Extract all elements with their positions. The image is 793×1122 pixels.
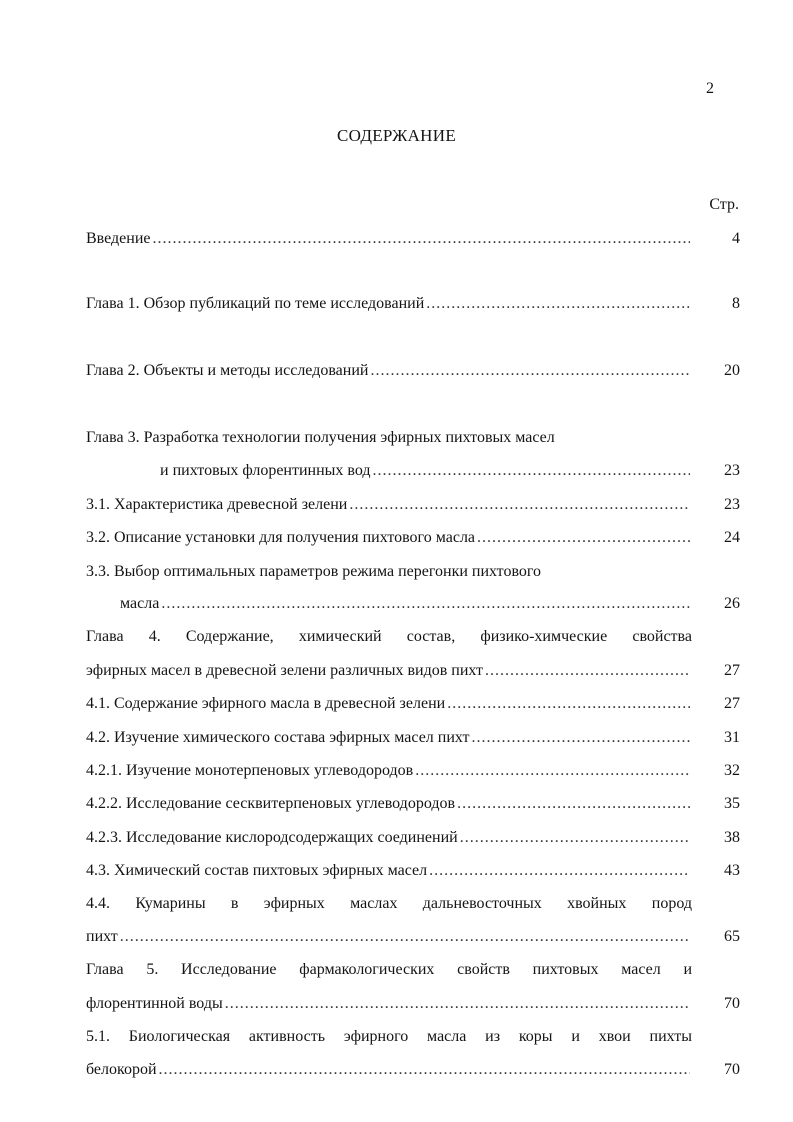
- toc-entry-chapter-1: [86, 292, 740, 316]
- toc-entry-chapter-4-line1: [86, 625, 740, 649]
- toc-entry-text: 3.2. Описание установки для получения пихтового масла: [86, 529, 476, 546]
- toc-entry-3-3-line1: [86, 560, 740, 584]
- toc-entry-4-2-3: [86, 826, 740, 850]
- toc-entry-chapter-3-line2: [160, 459, 740, 483]
- toc-entry-page: 31: [724, 729, 740, 746]
- leader-dots: [349, 493, 690, 517]
- toc-entry-page: 23: [724, 462, 740, 479]
- toc-entry-4-4-line1: [86, 892, 740, 916]
- toc-entry-page: 26: [724, 595, 740, 612]
- toc-entry-page: 65: [724, 928, 740, 945]
- leader-dots: [120, 925, 690, 949]
- toc-entry-page: 70: [724, 995, 740, 1012]
- toc-entry-3-1: [86, 493, 740, 517]
- toc-entry-text: 4.4. Кумарины в эфирных маслах дальневосточных хвойных пород: [86, 895, 692, 912]
- toc-entry-page: 4: [732, 230, 740, 247]
- toc-entry-page: 8: [732, 295, 740, 312]
- page-column-header: Стр.: [709, 196, 739, 213]
- toc-entry-introduction: [86, 227, 740, 251]
- toc-entry-page: 24: [724, 529, 740, 546]
- toc-entry-text: белокорой: [86, 1061, 157, 1078]
- toc-entry-text: Глава 5. Исследование фармакологических свойств пихтовых масел и: [86, 961, 692, 978]
- leader-dots: [477, 526, 690, 550]
- toc-entry-text: 4.2.1. Изучение монотерпеновых углеводородов: [86, 762, 414, 779]
- toc-entry-5-1-line2: [86, 1058, 740, 1082]
- toc-entry-chapter-4-line2: [86, 659, 740, 683]
- leader-dots: [447, 692, 690, 716]
- toc-entry-4-1: [86, 692, 740, 716]
- toc-entry-text: 3.3. Выбор оптимальных параметров режима перегонки пихтового: [86, 563, 542, 580]
- toc-entry-text: 4.2.3. Исследование кислородсодержащих соединений: [86, 829, 458, 846]
- toc-entry-text: 4.1. Содержание эфирного масла в древесной зелени: [86, 695, 446, 712]
- toc-entry-text: 5.1. Биологическая активность эфирного масла из коры и хвои пихты: [86, 1028, 692, 1045]
- toc-entry-4-2-1: [86, 759, 740, 783]
- page-number: 2: [706, 80, 714, 97]
- toc-entry-chapter-2: [86, 359, 740, 383]
- toc-entry-chapter-3-line1: [86, 426, 740, 450]
- toc-entry-text: и пихтовых флорентинных вод: [160, 462, 371, 479]
- leader-dots: [457, 792, 690, 816]
- toc-entry-chapter-5-line1: [86, 958, 740, 982]
- toc-entry-page: 35: [724, 795, 740, 812]
- toc-entry-text: эфирных масел в древесной зелени различных видов пихт: [86, 662, 483, 679]
- toc-entry-text: 4.2. Изучение химического состава эфирных масел пихт: [86, 729, 470, 746]
- toc-entry-page: 23: [724, 496, 740, 513]
- leader-dots: [153, 227, 691, 251]
- leader-dots: [370, 359, 690, 383]
- toc-entry-text: 4.3. Химический состав пихтовых эфирных масел: [86, 862, 428, 879]
- toc-entry-text: Глава 4. Содержание, химический состав, физико-химческие свойства: [86, 628, 692, 645]
- leader-dots: [472, 726, 690, 750]
- toc-entry-page: 43: [724, 862, 740, 879]
- toc-entry-4-3: [86, 859, 740, 883]
- leader-dots: [225, 992, 690, 1016]
- toc-entry-page: 32: [724, 762, 740, 779]
- toc-entry-text: Введение: [86, 230, 151, 247]
- toc-entry-4-4-line2: [86, 925, 740, 949]
- toc-entry-page: 38: [724, 829, 740, 846]
- leader-dots: [161, 592, 690, 616]
- toc-entry-4-2-2: [86, 792, 740, 816]
- toc-entry-page: 70: [724, 1061, 740, 1078]
- toc-entry-3-3-line2: [120, 592, 740, 616]
- leader-dots: [460, 826, 690, 850]
- toc-entry-text: Глава 3. Разработка технологии получения эфирных пихтовых масел: [86, 429, 555, 446]
- leader-dots: [429, 859, 690, 883]
- toc-entry-5-1-line1: [86, 1025, 740, 1049]
- toc-entry-page: 27: [724, 662, 740, 679]
- toc-entry-text: пихт: [86, 928, 118, 945]
- page-title: СОДЕРЖАНИЕ: [336, 126, 457, 145]
- toc-entry-text: Глава 1. Обзор публикаций по теме исследований: [86, 295, 425, 312]
- toc-entry-text: флорентинной воды: [86, 995, 223, 1012]
- toc-entry-3-2: [86, 526, 740, 550]
- leader-dots: [426, 292, 690, 316]
- leader-dots: [415, 759, 690, 783]
- toc-entry-text: 4.2.2. Исследование сесквитерпеновых углеводородов: [86, 795, 456, 812]
- toc-entry-text: масла: [120, 595, 160, 612]
- toc-entry-text: Глава 2. Объекты и методы исследований: [86, 362, 369, 379]
- toc-entry-page: 27: [724, 695, 740, 712]
- toc-entry-text: 3.1. Характеристика древесной зелени: [86, 496, 348, 513]
- leader-dots: [159, 1058, 690, 1082]
- toc-entry-4-2: [86, 726, 740, 750]
- leader-dots: [373, 459, 690, 483]
- toc-entry-chapter-5-line2: [86, 992, 740, 1016]
- leader-dots: [485, 659, 690, 683]
- toc-entry-page: 20: [724, 362, 740, 379]
